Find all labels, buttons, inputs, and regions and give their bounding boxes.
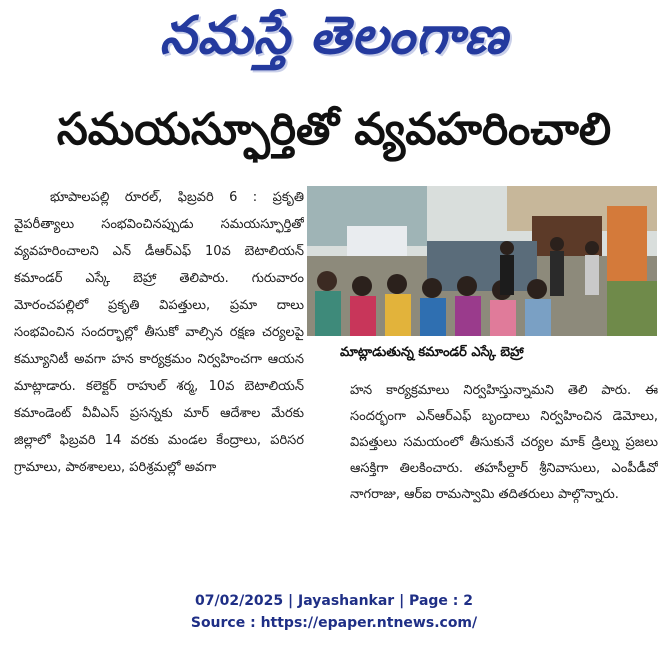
article-photo bbox=[307, 186, 657, 336]
source-footer bbox=[0, 590, 668, 638]
article-right-text: హన కార్యక్రమాలు నిర్వహిస్తున్నామని తెలి పారు. ఈ సందర్భంగా ఎన్ఆర్ఎఫ్ బృందాలు నిర్వహించిన డెమోలు, విపత్తులు సమయంలో తీసుకునే చర్యల మాక్ డ్రిల్ను ప్రజలు ఆసక్తిగా తిలకించారు. తహసీల్దార్ శ్రీనివాసులు, ఎంపీడీవో నాగరాజు, ఆర్ఐ రామస్వామి తదితరులు పాల్గొన్నారు. bbox=[350, 383, 658, 502]
article-left-column bbox=[14, 184, 304, 586]
article-headline-block bbox=[0, 104, 668, 176]
event-photo-illustration bbox=[307, 186, 657, 336]
newspaper-title: నమస్తే తెలంగాణ bbox=[159, 6, 509, 66]
masthead bbox=[0, 0, 668, 100]
article-headline: సమయస్ఫూర్తితో వ్యవహరించాలి bbox=[56, 104, 612, 155]
article-right-column bbox=[350, 378, 658, 578]
article-left-text: భూపాలపల్లి రూరల్, ఫిబ్రవరి 6 : ప్రకృతి వైపరీత్యాలు సంభవించినప్పుడు సమయస్ఫూర్తితో వ్యవహరించాలని ఎన్ డీఆర్ఎఫ్ 10వ బెటాలియన్ కమాండర్ ఎస్కే బెహ్రా తెలిపారు. గురువారం మోరంచపల్లిలో ప్రకృతి విపత్తులు, ప్రమా దాలు సంభవించిన సందర్భాల్లో తీసుకో వాల్సిన రక్షణ చర్యలపై కమ్యూనిటీ అవగా హన కార్యక్రమం నిర్వహించగా ఆయన మాట్లాడారు. కలెక్టర్ రాహుల్ శర్మ, 10వ బెటాలియన్ కమాండెంట్ వీవీఎస్ ప్రసన్నకు మార్ ఆదేశాల మేరకు జిల్లాలో ఫిబ్రవరి 14 వరకు మండల కేంద్రాలు, పరిసర గ్రామాలు, పాఠశాలలు, పరిశ్రమల్లో అవగా bbox=[14, 190, 304, 475]
photo-caption: మాట్లాడుతున్న కమాండర్ ఎస్కే బెహ్రా bbox=[340, 345, 524, 360]
edition-info: 07/02/2025 | Jayashankar | Page : 2 bbox=[195, 593, 473, 609]
source-link: Source : https://epaper.ntnews.com/ bbox=[190, 615, 478, 631]
